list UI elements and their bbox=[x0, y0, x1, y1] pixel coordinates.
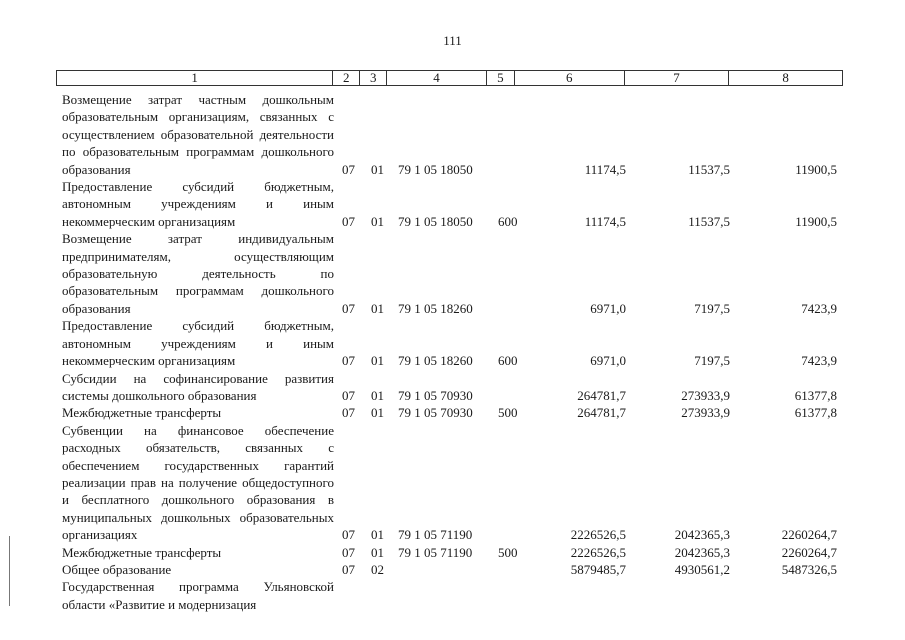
cell-c8: 7423,9 bbox=[801, 300, 837, 316]
cell-c8: 7423,9 bbox=[801, 353, 837, 369]
row-description: Межбюджетные трансферты bbox=[62, 405, 222, 421]
cell-c3: 01 bbox=[371, 405, 384, 421]
cell-c6: 11174,5 bbox=[584, 161, 626, 177]
row-description: Предоставление субсидий бюджетным, автономным учреждениям и иным некоммерческим организациям bbox=[62, 179, 334, 229]
row-description: Общее образование bbox=[62, 561, 172, 577]
cell-c2: 07 bbox=[342, 161, 355, 177]
cell-c6: 5879485,7 bbox=[570, 561, 626, 577]
cell-c7: 273933,9 bbox=[681, 387, 730, 403]
cell-c4: 79 1 05 71190 bbox=[398, 527, 473, 543]
page-number: 111 bbox=[443, 33, 462, 48]
table-header bbox=[56, 70, 843, 86]
cell-c8: 5487326,5 bbox=[781, 561, 837, 577]
cell-c4: 79 1 05 18050 bbox=[398, 213, 473, 229]
cell-c3: 01 bbox=[371, 300, 384, 316]
cell-c2: 07 bbox=[342, 405, 355, 421]
cell-c3: 01 bbox=[371, 387, 384, 403]
cell-c5: 600 bbox=[498, 213, 518, 229]
cell-c2: 07 bbox=[342, 544, 355, 560]
row-description: Возмещение затрат частным дошкольным образовательным организациям, связанных с осуществлением образовательной деятельности по образовательным программам дошкольного образования bbox=[62, 92, 334, 177]
cell-c2: 07 bbox=[342, 561, 355, 577]
header-col-4: 4 bbox=[387, 71, 487, 85]
cell-c6: 2226526,5 bbox=[570, 544, 626, 560]
cell-c2: 07 bbox=[342, 300, 355, 316]
table-row bbox=[62, 578, 842, 613]
cell-c3: 01 bbox=[371, 213, 384, 229]
cell-c8: 11900,5 bbox=[795, 161, 837, 177]
table-row bbox=[62, 404, 842, 421]
cell-c5: 600 bbox=[498, 353, 518, 369]
row-description: Возмещение затрат индивидуальным предпринимателям, осуществляющим образовательную деятельность по образовательным программам дошкольного образования bbox=[62, 231, 334, 316]
cell-c6: 6971,0 bbox=[590, 300, 626, 316]
cell-c6: 11174,5 bbox=[584, 213, 626, 229]
cell-c3: 01 bbox=[371, 161, 384, 177]
cell-c7: 11537,5 bbox=[688, 213, 730, 229]
cell-c2: 07 bbox=[342, 353, 355, 369]
table-row bbox=[62, 422, 842, 544]
cell-c2: 07 bbox=[342, 527, 355, 543]
cell-c7: 7197,5 bbox=[694, 300, 730, 316]
cell-c6: 2226526,5 bbox=[570, 527, 626, 543]
table-body bbox=[62, 91, 842, 613]
table-row bbox=[62, 178, 842, 230]
row-description: Государственная программа Ульяновской области «Развитие и модернизация bbox=[62, 579, 334, 612]
header-col-3: 3 bbox=[360, 71, 387, 85]
cell-c5: 500 bbox=[498, 405, 518, 421]
table-row bbox=[62, 317, 842, 369]
cell-c4: 79 1 05 71190 bbox=[398, 544, 473, 560]
cell-c5: 500 bbox=[498, 544, 518, 560]
cell-c7: 2042365,3 bbox=[674, 544, 730, 560]
table-row bbox=[62, 370, 842, 405]
table-row bbox=[62, 91, 842, 178]
cell-c8: 2260264,7 bbox=[781, 544, 837, 560]
cell-c8: 61377,8 bbox=[794, 387, 837, 403]
header-col-7: 7 bbox=[625, 71, 730, 85]
cell-c4: 79 1 05 70930 bbox=[398, 405, 473, 421]
cell-c3: 01 bbox=[371, 353, 384, 369]
header-col-1: 1 bbox=[57, 71, 333, 85]
row-description: Субвенции на финансовое обеспечение расходных обязательств, связанных с обеспечением государственных гарантий реализации прав на получение общедоступного и бесплатного дошкольного образования в муниципальных дошкольных образовательных организациях bbox=[62, 422, 334, 543]
cell-c3: 02 bbox=[371, 561, 384, 577]
row-description: Предоставление субсидий бюджетным, автономным учреждениям и иным некоммерческим организациям bbox=[62, 318, 334, 369]
cell-c8: 11900,5 bbox=[795, 213, 837, 229]
cell-c7: 2042365,3 bbox=[674, 527, 730, 543]
margin-line bbox=[9, 536, 10, 606]
header-col-8: 8 bbox=[782, 70, 789, 85]
cell-c2: 07 bbox=[342, 387, 355, 403]
cell-c7: 7197,5 bbox=[694, 353, 730, 369]
cell-c4: 79 1 05 18260 bbox=[398, 300, 473, 316]
header-col-5: 5 bbox=[487, 71, 515, 85]
table-row bbox=[62, 230, 842, 317]
cell-c6: 264781,7 bbox=[577, 405, 626, 421]
table-row bbox=[62, 561, 842, 578]
cell-c7: 11537,5 bbox=[688, 161, 730, 177]
cell-c8: 2260264,7 bbox=[781, 527, 837, 543]
cell-c3: 01 bbox=[371, 527, 384, 543]
cell-c2: 07 bbox=[342, 213, 355, 229]
row-description: Субсидии на софинансирование развития системы дошкольного образования bbox=[62, 370, 334, 403]
cell-c8: 61377,8 bbox=[794, 405, 837, 421]
cell-c4: 79 1 05 70930 bbox=[398, 387, 473, 403]
cell-c6: 264781,7 bbox=[577, 387, 626, 403]
cell-c4: 79 1 05 18260 bbox=[398, 353, 473, 369]
header-col-2: 2 bbox=[333, 71, 360, 85]
table-row bbox=[62, 544, 842, 561]
cell-c3: 01 bbox=[371, 544, 384, 560]
cell-c6: 6971,0 bbox=[590, 353, 626, 369]
cell-c4: 79 1 05 18050 bbox=[398, 161, 473, 177]
cell-c7: 273933,9 bbox=[681, 405, 730, 421]
cell-c7: 4930561,2 bbox=[674, 561, 730, 577]
row-description: Межбюджетные трансферты bbox=[62, 544, 222, 560]
header-col-6: 6 bbox=[515, 71, 625, 85]
